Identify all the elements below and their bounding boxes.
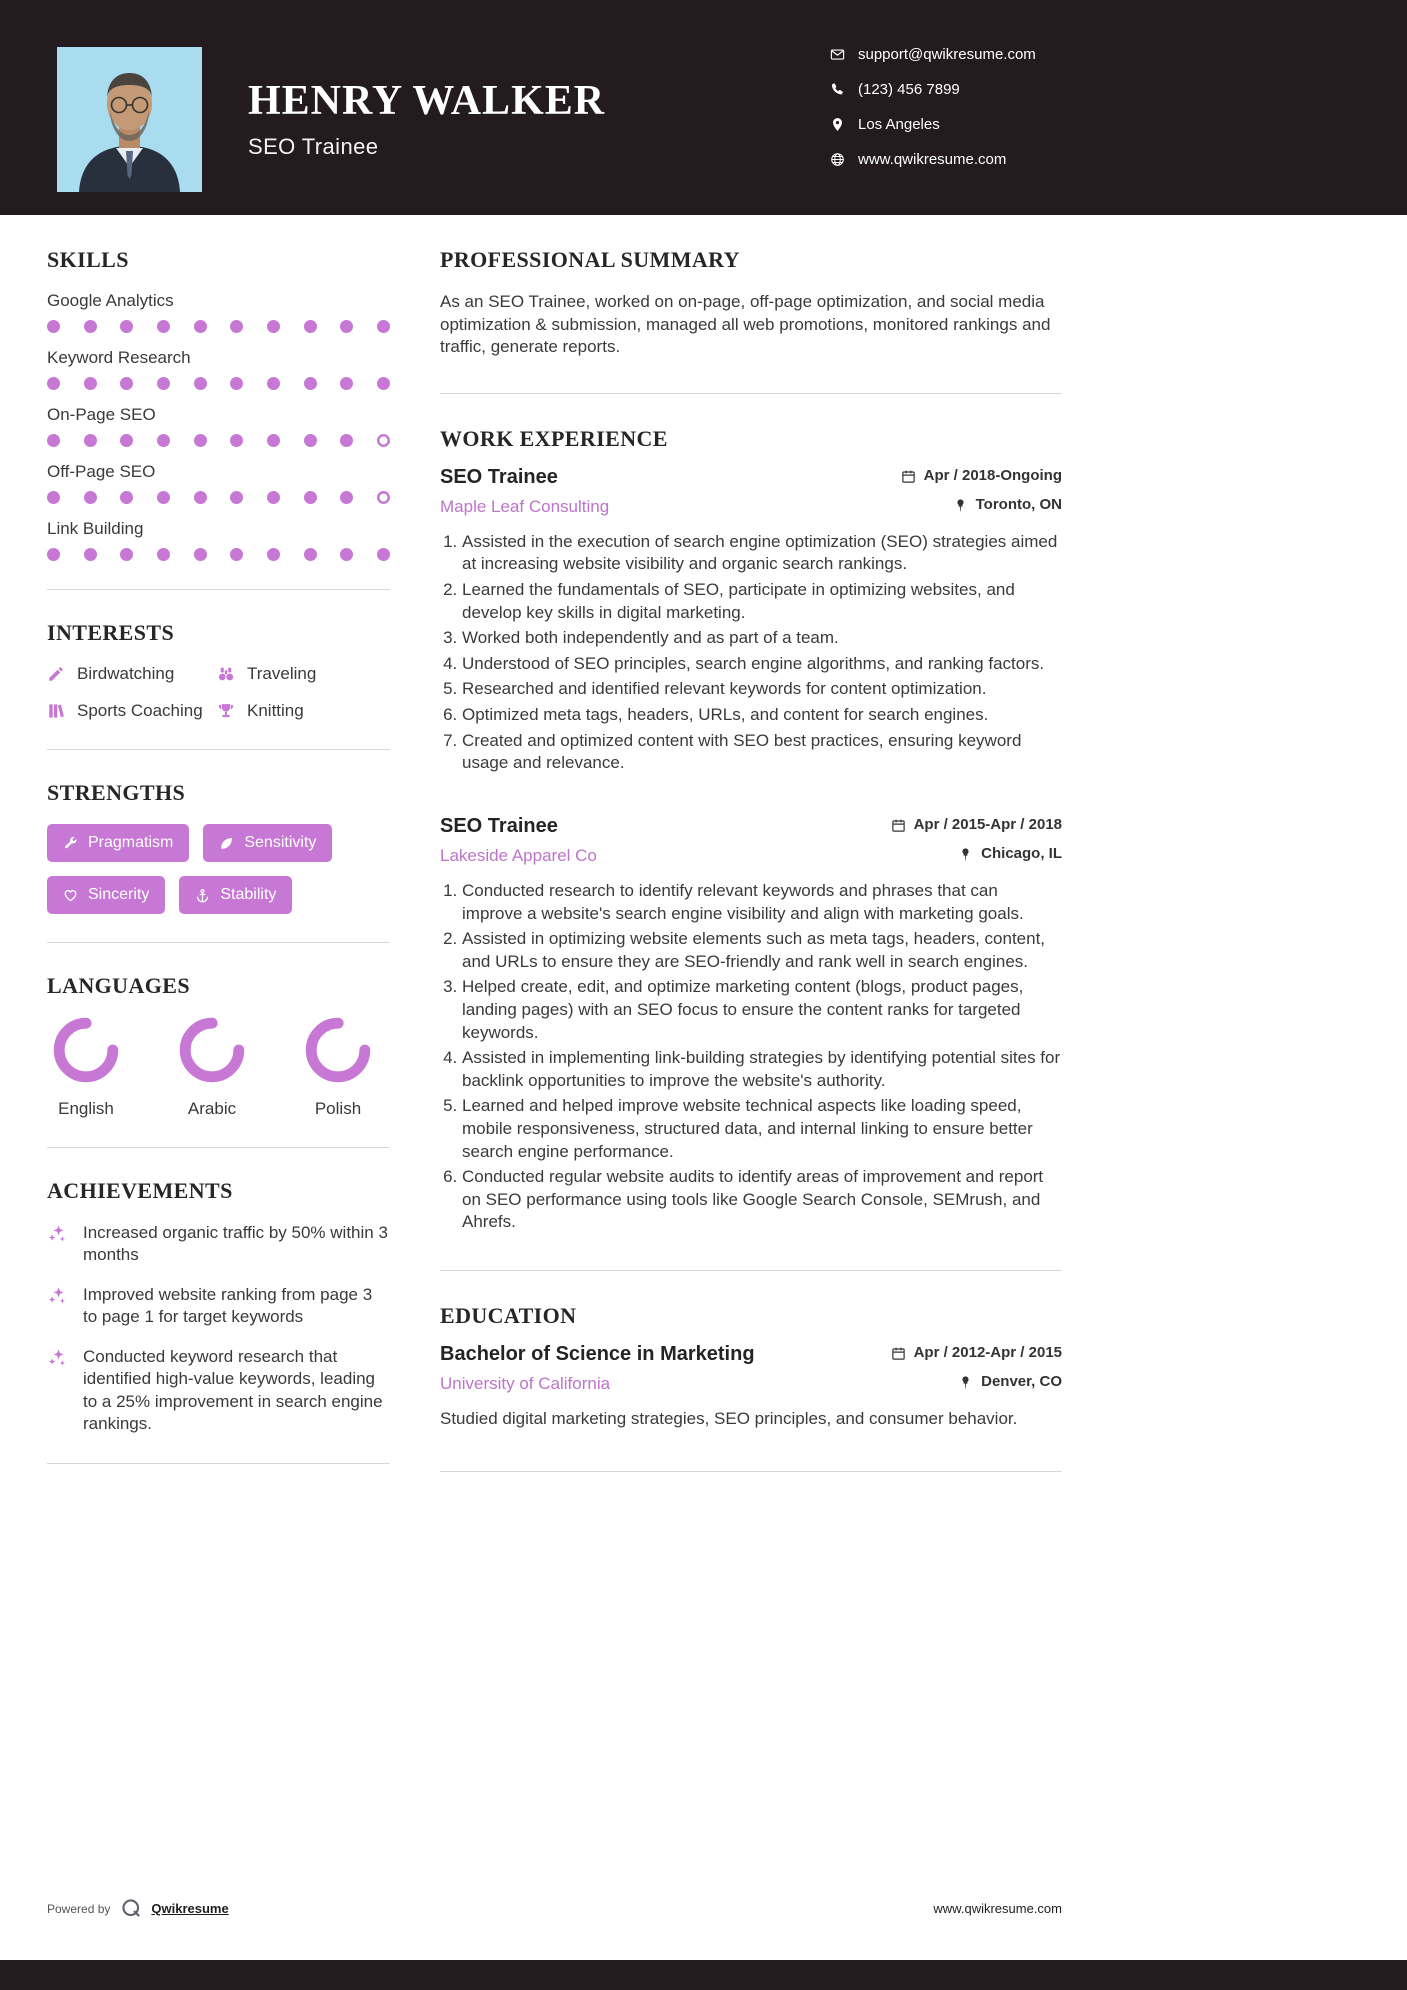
trophy-icon xyxy=(217,702,235,720)
strength-label: Sincerity xyxy=(88,886,150,903)
interest-item xyxy=(217,701,390,721)
education-location xyxy=(958,1373,1062,1390)
job-bullet: 4. Assisted in implementing link-building strategies by identifying potential sites for backlink opportunities to improve the website's authority. xyxy=(462,1047,1062,1092)
job-bullet: 6. Conducted regular website audits to identify areas of improvement and report on SEO performance using tools like Google Search Console, SEMrush, and Ahrefs. xyxy=(462,1166,1062,1234)
divider xyxy=(47,749,390,750)
divider xyxy=(47,1147,390,1148)
contact-text: support@qwikresume.com xyxy=(858,46,1036,63)
skill-label: Keyword Research xyxy=(47,348,191,367)
identity-block xyxy=(248,80,605,160)
strength-label: Pragmatism xyxy=(88,834,174,851)
skills-heading: SKILLS xyxy=(47,247,129,272)
skills-section xyxy=(47,247,390,561)
strength-pill xyxy=(203,824,332,862)
rating-dot-filled xyxy=(157,491,170,504)
binoculars-icon xyxy=(217,665,235,683)
rating-dot-filled xyxy=(304,548,317,561)
rating-dot-filled xyxy=(267,320,280,333)
skill-rating xyxy=(47,377,390,390)
header xyxy=(0,0,1407,215)
rating-dot-filled xyxy=(304,377,317,390)
rating-dot-filled xyxy=(120,377,133,390)
job-dates-text: Apr / 2018-Ongoing xyxy=(923,466,1062,484)
pencil-icon xyxy=(47,665,65,683)
language-gauge xyxy=(179,1017,245,1083)
rating-dot-filled xyxy=(84,320,97,333)
rating-dot-filled xyxy=(267,434,280,447)
achievements-list xyxy=(47,1222,390,1435)
interest-item xyxy=(47,701,217,721)
job-entry xyxy=(440,466,1062,775)
jobs-list xyxy=(440,466,1062,1234)
strength-label: Sensitivity xyxy=(244,834,317,851)
education-section xyxy=(440,1303,1062,1431)
calendar-icon xyxy=(891,1346,906,1361)
language-item xyxy=(173,1017,251,1119)
language-gauge xyxy=(53,1017,119,1083)
rating-dot-filled xyxy=(340,491,353,504)
languages-section xyxy=(47,973,390,1119)
powered-by-label: Powered by xyxy=(47,1901,111,1916)
rating-dot-filled xyxy=(120,434,133,447)
calendar-icon xyxy=(891,818,906,833)
language-label: Arabic xyxy=(187,1099,237,1118)
rating-dot-filled xyxy=(230,434,243,447)
job-entry xyxy=(440,815,1062,1234)
strengths-list xyxy=(47,824,390,914)
job-bullets xyxy=(440,880,1062,1234)
skill-label: Off-Page SEO xyxy=(47,462,156,481)
skill-item xyxy=(47,348,390,390)
job-bullet: 3. Helped create, edit, and optimize marketing content (blogs, product pages, landing pages) with an SEO focus to ensure the content ranks for targeted keywords. xyxy=(462,976,1062,1044)
interest-item xyxy=(47,664,217,684)
rating-dot-filled xyxy=(267,377,280,390)
pushpin-icon xyxy=(958,1375,973,1390)
job-bullets xyxy=(440,531,1062,775)
content xyxy=(47,247,1062,1494)
divider xyxy=(47,589,390,590)
wrench-icon xyxy=(63,836,78,851)
job-bullet: 7. Created and optimized content with SEO best practices, ensuring keyword usage and relevance. xyxy=(462,730,1062,775)
language-label: Polish xyxy=(314,1099,362,1118)
rating-dot-filled xyxy=(47,377,60,390)
anchor-icon xyxy=(195,888,210,903)
divider xyxy=(440,1270,1062,1271)
job-bullet: 6. Optimized meta tags, headers, URLs, and content for search engines. xyxy=(462,704,1062,727)
rating-dot-filled xyxy=(47,434,60,447)
rating-dot-filled xyxy=(267,491,280,504)
skill-rating xyxy=(47,548,390,561)
rating-dot-filled xyxy=(230,320,243,333)
summary-heading: PROFESSIONAL SUMMARY xyxy=(440,247,740,272)
skill-rating xyxy=(47,491,390,504)
footer-website: www.qwikresume.com xyxy=(933,1901,1062,1916)
summary-text: As an SEO Trainee, worked on on-page, off-page optimization, and social media optimization & submission, managed all web promotions, monitored rankings and traffic, generate reports. xyxy=(440,292,1051,357)
job-bullet: 1. Assisted in the execution of search engine optimization (SEO) strategies aimed at increasing website visibility and organic search rankings. xyxy=(462,531,1062,576)
pushpin-icon xyxy=(953,498,968,513)
skill-rating xyxy=(47,434,390,447)
job-title: SEO Trainee xyxy=(440,465,558,488)
books-icon xyxy=(47,702,65,720)
contact-text: www.qwikresume.com xyxy=(858,151,1007,168)
rating-dot-filled xyxy=(230,548,243,561)
skill-label: On-Page SEO xyxy=(47,405,156,424)
language-label: English xyxy=(58,1099,114,1118)
location-icon xyxy=(830,117,845,132)
rating-dot-filled xyxy=(120,320,133,333)
interest-label: Birdwatching xyxy=(77,664,175,683)
degree-title: Bachelor of Science in Marketing xyxy=(440,1343,755,1366)
rating-dot-filled xyxy=(84,491,97,504)
contact-row xyxy=(830,151,1036,168)
language-item xyxy=(47,1017,125,1119)
achievement-text: Conducted keyword research that identified high-value keywords, leading to a 25% improvement in search engine rankings. xyxy=(83,1347,383,1433)
person-name: HENRY WALKER xyxy=(248,78,606,124)
phone-icon xyxy=(830,82,845,97)
sidebar xyxy=(47,247,390,1494)
divider xyxy=(440,1471,1062,1472)
contact-text: (123) 456 7899 xyxy=(858,81,960,98)
divider xyxy=(47,942,390,943)
rating-dot-filled xyxy=(157,548,170,561)
leaf-icon xyxy=(219,836,234,851)
rating-dot-filled xyxy=(304,434,317,447)
job-dates xyxy=(901,467,1062,484)
skill-item xyxy=(47,291,390,333)
strength-label: Stability xyxy=(220,886,277,903)
job-bullet: 5. Learned and helped improve website technical aspects like loading speed, mobile responsiveness, structured data, and internal linking to ensure better search engine performance. xyxy=(462,1095,1062,1163)
rating-dot-filled xyxy=(157,377,170,390)
education-description: Studied digital marketing strategies, SEO principles, and consumer behavior. xyxy=(440,1409,1018,1429)
interest-label: Traveling xyxy=(247,664,317,683)
rating-dot-filled xyxy=(377,320,390,333)
rating-dot-filled xyxy=(340,434,353,447)
heart-icon xyxy=(63,888,78,903)
calendar-icon xyxy=(901,469,916,484)
rating-dot-hollow xyxy=(377,434,390,447)
globe-icon xyxy=(830,152,845,167)
skill-item xyxy=(47,519,390,561)
magic-icon xyxy=(47,1285,69,1307)
job-bullet: 1. Conducted research to identify relevant keywords and phrases that can improve a website's search engine visibility and align with marketing goals. xyxy=(462,880,1062,925)
languages-list xyxy=(47,1017,390,1119)
education-location-text: Denver, CO xyxy=(981,1373,1062,1391)
interests-heading: INTERESTS xyxy=(47,620,175,645)
job-bullet: 5. Researched and identified relevant keywords for content optimization. xyxy=(462,678,1062,701)
interest-label: Knitting xyxy=(247,701,304,720)
contact-text: Los Angeles xyxy=(858,116,940,133)
rating-dot-filled xyxy=(47,548,60,561)
strength-pill xyxy=(179,876,292,914)
pushpin-icon xyxy=(958,847,973,862)
achievement-item xyxy=(47,1346,390,1434)
rating-dot-filled xyxy=(157,434,170,447)
summary-section xyxy=(440,247,1062,359)
rating-dot-filled xyxy=(194,548,207,561)
strengths-section xyxy=(47,780,390,914)
achievement-item xyxy=(47,1284,390,1328)
rating-dot-filled xyxy=(304,320,317,333)
job-bullet: 2. Assisted in optimizing website elements such as meta tags, headers, content, and URLs to ensure they are SEO-friendly and rank well in search engines. xyxy=(462,928,1062,973)
rating-dot-filled xyxy=(84,377,97,390)
divider xyxy=(440,393,1062,394)
job-bullet: 2. Learned the fundamentals of SEO, participate in optimizing websites, and develop key skills in digital marketing. xyxy=(462,579,1062,624)
footer xyxy=(47,1897,1062,1920)
job-bullet: 4. Understood of SEO principles, search engine algorithms, and ranking factors. xyxy=(462,653,1062,676)
rating-dot-filled xyxy=(194,434,207,447)
interests-list xyxy=(47,664,390,721)
rating-dot-filled xyxy=(340,548,353,561)
main-column xyxy=(440,247,1062,1494)
language-gauge xyxy=(305,1017,371,1083)
education-dates xyxy=(891,1344,1062,1361)
qwikresume-logo xyxy=(120,1897,143,1920)
magic-icon xyxy=(47,1347,69,1369)
bottom-bar xyxy=(0,1960,1407,1990)
strengths-heading: STRENGTHS xyxy=(47,780,186,805)
school-name: University of California xyxy=(440,1374,611,1394)
rating-dot-filled xyxy=(194,491,207,504)
contact-list xyxy=(830,46,1036,168)
rating-dot-filled xyxy=(47,491,60,504)
experience-heading: WORK EXPERIENCE xyxy=(440,425,668,451)
rating-dot-filled xyxy=(304,491,317,504)
education-dates-text: Apr / 2012-Apr / 2015 xyxy=(913,1344,1062,1362)
rating-dot-filled xyxy=(340,377,353,390)
envelope-icon xyxy=(830,47,845,62)
job-location xyxy=(953,496,1062,513)
rating-dot-filled xyxy=(340,320,353,333)
rating-dot-filled xyxy=(267,548,280,561)
rating-dot-filled xyxy=(157,320,170,333)
rating-dot-filled xyxy=(377,548,390,561)
job-company: Lakeside Apparel Co xyxy=(440,845,597,865)
profile-photo-image xyxy=(57,47,202,192)
experience-section xyxy=(440,426,1062,1234)
divider xyxy=(47,1463,390,1464)
job-location-text: Toronto, ON xyxy=(975,495,1062,513)
interest-label: Sports Coaching xyxy=(77,701,203,720)
job-bullet: 3. Worked both independently and as part of a team. xyxy=(462,627,1062,650)
rating-dot-filled xyxy=(47,320,60,333)
skill-item xyxy=(47,405,390,447)
rating-dot-filled xyxy=(120,491,133,504)
rating-dot-filled xyxy=(84,548,97,561)
person-title: SEO Trainee xyxy=(248,134,379,159)
achievements-section xyxy=(47,1178,390,1435)
rating-dot-filled xyxy=(377,377,390,390)
profile-photo xyxy=(57,47,202,192)
rating-dot-hollow xyxy=(377,491,390,504)
achievement-text: Improved website ranking from page 3 to page 1 for target keywords xyxy=(83,1285,373,1327)
skill-item xyxy=(47,462,390,504)
rating-dot-filled xyxy=(194,320,207,333)
job-dates-text: Apr / 2015-Apr / 2018 xyxy=(913,815,1062,833)
qwikresume-link[interactable]: Qwikresume xyxy=(151,1901,229,1916)
job-location-text: Chicago, IL xyxy=(981,844,1062,862)
job-location xyxy=(958,845,1062,862)
strength-pill xyxy=(47,824,189,862)
skills-list xyxy=(47,291,390,561)
education-heading: EDUCATION xyxy=(440,1303,577,1329)
magic-icon xyxy=(47,1223,69,1245)
rating-dot-filled xyxy=(230,491,243,504)
achievements-heading: ACHIEVEMENTS xyxy=(47,1178,233,1203)
rating-dot-filled xyxy=(120,548,133,561)
strength-pill xyxy=(47,876,165,914)
interest-item xyxy=(217,664,390,684)
skill-label: Link Building xyxy=(47,519,144,538)
languages-heading: LANGUAGES xyxy=(47,973,190,998)
skill-label: Google Analytics xyxy=(47,291,174,310)
achievement-text: Increased organic traffic by 50% within 3 months xyxy=(83,1223,388,1265)
job-dates xyxy=(891,816,1062,833)
contact-row xyxy=(830,81,1036,98)
rating-dot-filled xyxy=(84,434,97,447)
achievement-item xyxy=(47,1222,390,1266)
interests-section xyxy=(47,620,390,721)
rating-dot-filled xyxy=(230,377,243,390)
job-company: Maple Leaf Consulting xyxy=(440,496,610,516)
skill-rating xyxy=(47,320,390,333)
rating-dot-filled xyxy=(194,377,207,390)
job-title: SEO Trainee xyxy=(440,814,558,837)
contact-row xyxy=(830,46,1036,63)
contact-row xyxy=(830,116,1036,133)
language-item xyxy=(299,1017,377,1119)
